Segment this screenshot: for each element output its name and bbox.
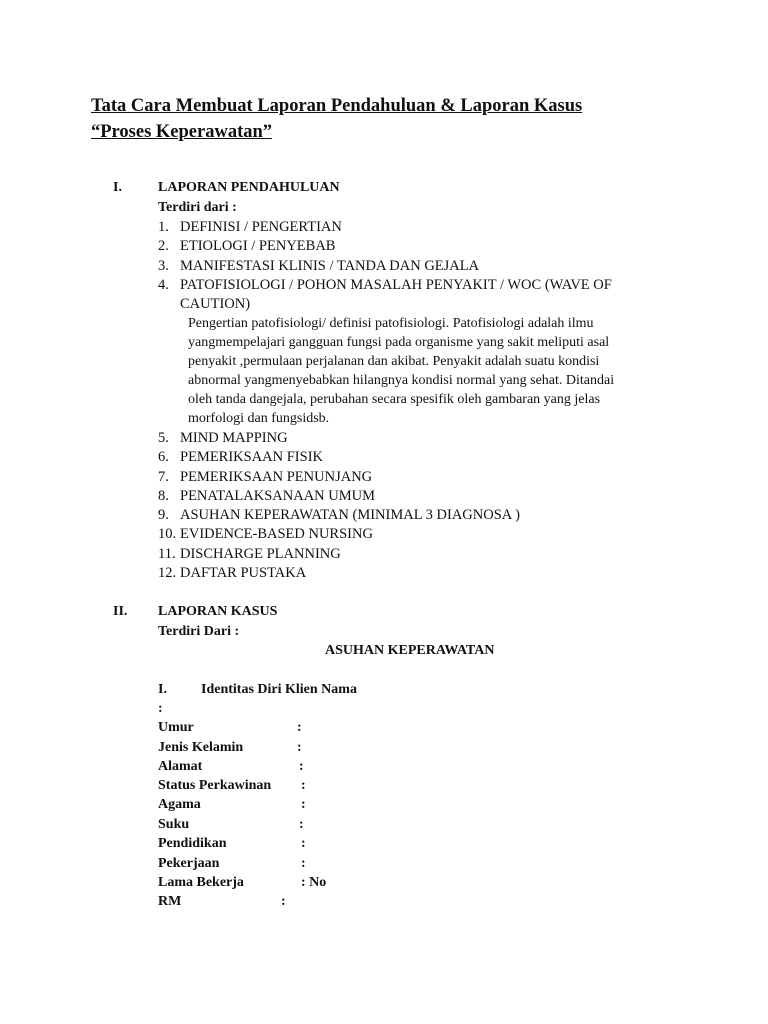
paragraph-line: abnormal yangmenyebabkan hilangnya kondisi normal yang sehat. Ditandai — [188, 373, 615, 388]
field-label-lama-bekerja: Lama Bekerja — [158, 875, 244, 890]
list-item-text: PENATALAKSANAAN UMUM — [180, 488, 375, 504]
list-item — [158, 449, 323, 466]
list-item-number: 11. — [158, 546, 176, 562]
paragraph-line: yangmempelajari gangguan fungsi pada organisme yang sakit meliputi asal — [188, 335, 610, 350]
list-item-text: ASUHAN KEPERAWATAN (MINIMAL 3 DIAGNOSA ) — [180, 507, 520, 523]
field-value-status-perkawinan: : — [301, 778, 306, 793]
list-item-text: PEMERIKSAAN PENUNJANG — [180, 469, 373, 485]
field-label-pendidikan: Pendidikan — [158, 836, 227, 851]
field-label-pekerjaan: Pekerjaan — [158, 856, 220, 871]
list-item — [158, 258, 479, 275]
list-item — [158, 507, 520, 524]
field-value-alamat: : — [299, 759, 304, 774]
paragraph-line: oleh tanda dangejala, perubahan secara spesifik oleh gambaran yang jelas — [188, 392, 601, 407]
list-item — [158, 488, 375, 505]
name-colon: : — [158, 701, 163, 716]
field-value-suku: : — [299, 817, 304, 832]
field-value-agama: : — [301, 797, 306, 812]
list-item — [158, 565, 306, 582]
list-item-number: 2. — [158, 238, 169, 254]
paragraph-line: Pengertian patofisiologi/ definisi patofisiologi. Patofisiologi adalah ilmu — [188, 316, 594, 331]
list-item-number: 5. — [158, 430, 169, 446]
field-value-umur: : — [297, 720, 302, 735]
section-1-numeral: I. — [113, 180, 122, 195]
field-label-alamat: Alamat — [158, 759, 203, 774]
list-item-text: MANIFESTASI KLINIS / TANDA DAN GEJALA — [180, 258, 480, 274]
list-item-number: 8. — [158, 488, 169, 504]
field-label-agama: Agama — [158, 797, 201, 812]
list-item-text: DEFINISI / PENGERTIAN — [180, 219, 342, 235]
field-value-lama-bekerja: : No — [301, 875, 327, 890]
field-value-rm: : — [281, 894, 286, 909]
section-2-numeral: II. — [113, 604, 128, 619]
list-item — [158, 277, 612, 294]
list-item — [158, 238, 335, 255]
list-item — [158, 526, 373, 543]
field-label-rm: RM — [158, 894, 182, 909]
list-item-continuation: CAUTION) — [180, 296, 251, 312]
list-item-text: ETIOLOGI / PENYEBAB — [180, 238, 336, 254]
field-value-jenis-kelamin: : — [297, 740, 302, 755]
list-item-number: 9. — [158, 507, 169, 523]
section-1-heading: LAPORAN PENDAHULUAN — [158, 180, 340, 195]
list-item-number: 7. — [158, 469, 169, 485]
section-2-heading: LAPORAN KASUS — [158, 604, 278, 619]
subsection-numeral: I. — [158, 682, 167, 697]
paragraph-line: penyakit ,permulaan perjalanan dan akibat. Penyakit adalah suatu kondisi — [188, 354, 600, 369]
field-label-status-perkawinan: Status Perkawinan — [158, 778, 272, 793]
field-label-jenis-kelamin: Jenis Kelamin — [158, 740, 244, 755]
list-item-number: 1. — [158, 219, 169, 235]
list-item — [158, 469, 372, 486]
subsection-heading: Identitas Diri Klien Nama — [201, 682, 357, 697]
list-item-number: 10. — [158, 526, 177, 542]
field-label-umur: Umur — [158, 720, 194, 735]
list-item-text: EVIDENCE-BASED NURSING — [180, 526, 373, 542]
list-item-text: PEMERIKSAAN FISIK — [180, 449, 324, 465]
list-item-text: PATOFISIOLOGI / POHON MASALAH PENYAKIT / WOC (WAVE OF — [180, 277, 612, 293]
list-item — [158, 219, 342, 236]
section-2-intro: Terdiri Dari : — [158, 624, 240, 639]
list-item — [158, 430, 288, 447]
list-item-number: 6. — [158, 449, 169, 465]
field-value-pendidikan: : — [301, 836, 306, 851]
section-1-intro: Terdiri dari : — [158, 200, 237, 215]
field-label-suku: Suku — [158, 817, 190, 832]
list-item — [158, 546, 341, 563]
list-item-number: 4. — [158, 277, 169, 293]
list-item-text: DAFTAR PUSTAKA — [180, 565, 307, 581]
list-item-number: 12. — [158, 565, 177, 581]
list-item-text: MIND MAPPING — [180, 430, 288, 446]
list-item-text: DISCHARGE PLANNING — [180, 546, 341, 562]
document-title-line-1: Tata Cara Membuat Laporan Pendahuluan & Laporan Kasus — [91, 96, 583, 116]
paragraph-line: morfologi dan fungsidsb. — [188, 411, 330, 426]
center-heading: ASUHAN KEPERAWATAN — [325, 643, 495, 658]
document-title-line-2: “Proses Keperawatan” — [91, 122, 273, 142]
field-value-pekerjaan: : — [301, 856, 306, 871]
list-item-number: 3. — [158, 258, 169, 274]
